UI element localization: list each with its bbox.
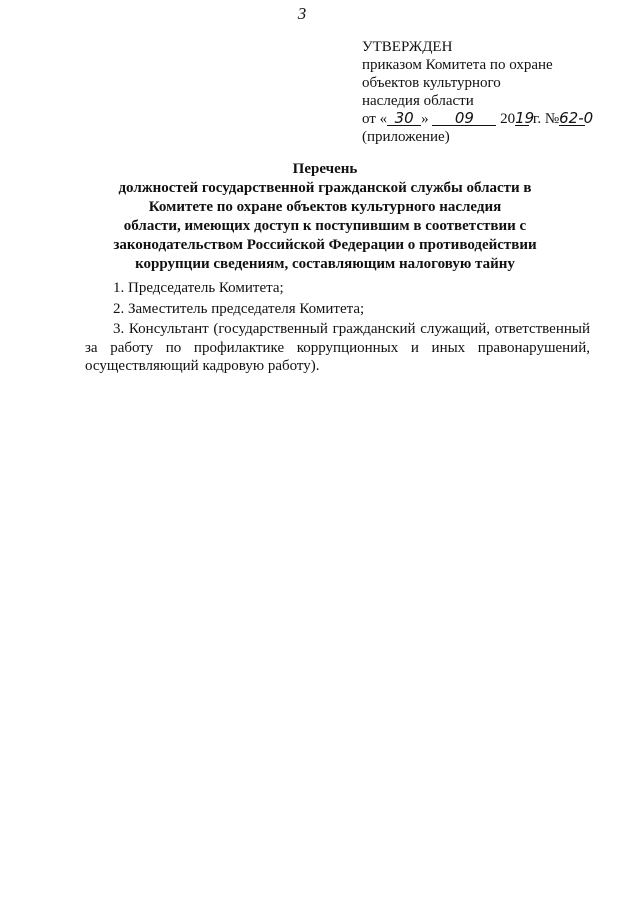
title-heading: Перечень [292, 161, 358, 177]
date-mid: » [421, 111, 429, 127]
approval-heading: УТВЕРЖДЕН [362, 39, 453, 55]
document-title [90, 160, 560, 274]
handwritten-month: 09 [432, 111, 496, 126]
page-number: 3 [297, 4, 307, 23]
title-line-1: должностей государственной гражданской службы области в [118, 180, 532, 196]
title-line-5: коррупции сведениям, составляющим налоговую тайну [135, 256, 515, 272]
handwritten-day: 30 [387, 111, 421, 126]
handwritten-year: 19 [515, 109, 535, 127]
approval-line-1: приказом Комитета по охране [362, 57, 553, 73]
approval-line-2: объектов культурного [362, 75, 501, 91]
positions-list [85, 279, 590, 378]
list-item: 1. Председатель Комитета; [113, 280, 284, 296]
approval-note: (приложение) [362, 129, 450, 145]
approval-date-line [362, 110, 632, 128]
date-prefix: от « [362, 111, 388, 127]
approval-line-3: наследия области [362, 93, 474, 109]
number-prefix: г. № [532, 111, 560, 127]
handwritten-order-number: 62-0 [559, 109, 594, 127]
list-item: 3. Консультант (государственный гражданский служащий, ответственный за работу по профилактике коррупционных и иных правонарушений, осуществляющий кадровую работу). [85, 321, 590, 374]
title-line-3: области, имеющих доступ к поступившим в соответствии с [123, 218, 527, 234]
approval-stamp [362, 38, 632, 146]
year-prefix: 20 [500, 111, 516, 127]
title-line-4: законодательством Российской Федерации о противодействии [113, 237, 537, 253]
title-line-2: Комитете по охране объектов культурного наследия [148, 199, 502, 215]
list-item: 2. Заместитель председателя Комитета; [113, 300, 365, 317]
